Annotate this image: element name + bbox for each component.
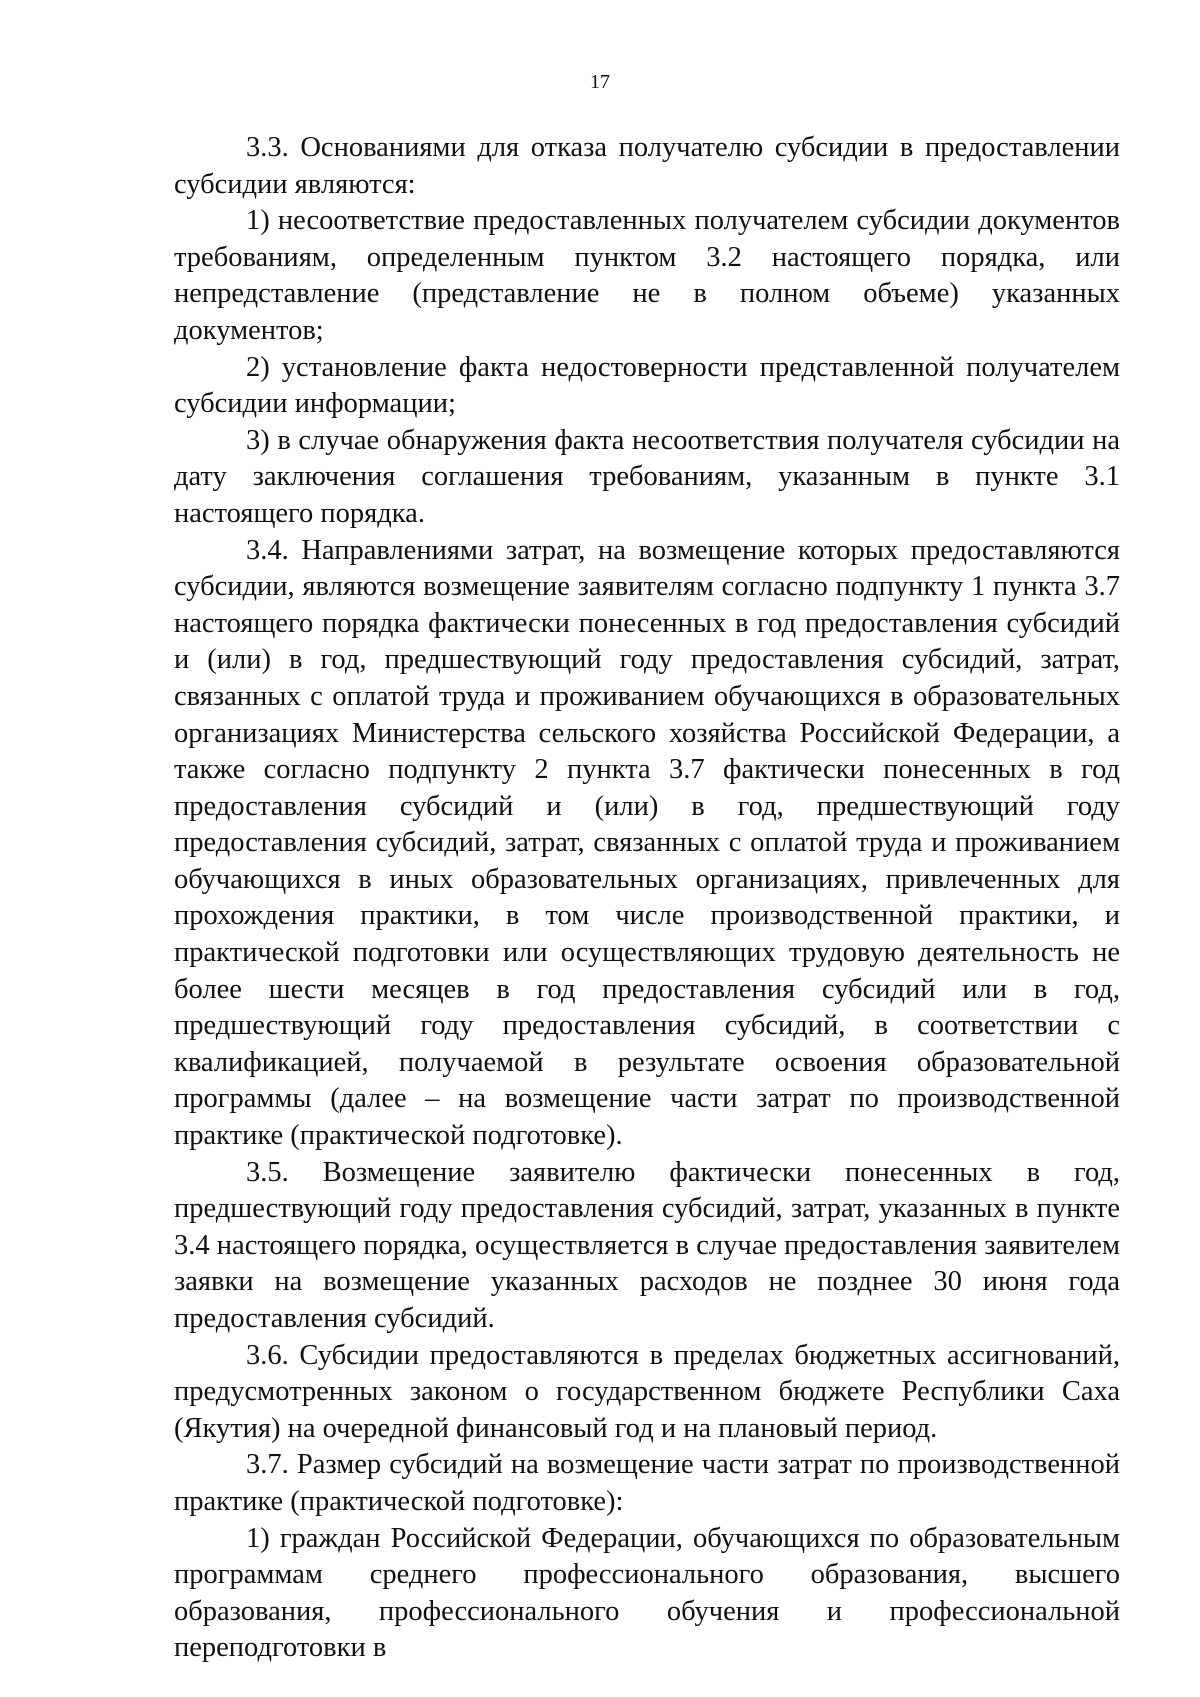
paragraph-3-5: 3.5. Возмещение заявителю фактически понесенных в год, предшествующий году предоставления субсидий, затрат, указанных в пункте 3.4 настоящего порядка, осуществляется в случае предоставления заявителем заявки на возмещение указанных расходов не позднее 30 июня года предоставления субсидий. bbox=[174, 1156, 1120, 1334]
document-body bbox=[174, 130, 1120, 1667]
paragraph-3-3-item-3: 3) в случае обнаружения факта несоответствия получателя субсидии на дату заключения соглашения требованиям, указанным в пункте 3.1 настоящего порядка. bbox=[174, 424, 1120, 529]
paragraph-3-7: 3.7. Размер субсидий на возмещение части затрат по производственной практике (практической подготовке): bbox=[174, 1449, 1120, 1517]
paragraph-3-4: 3.4. Направлениями затрат, на возмещение которых предоставляются субсидии, являются возмещение заявителям согласно подпункту 1 пункта 3.7 настоящего порядка фактически понесенных в год предоставления субсидий и (или) в год, предшествующий году предоставления субсидий, затрат, связанных с оплатой труда и проживанием обучающихся в образовательных организациях Министерства сельского хозяйства Российской Федерации, а также согласно подпункту 2 пункта 3.7 фактически понесенных в год предоставления субсидий и (или) в год, предшествующий году предоставления субсидий, затрат, связанных с оплатой труда и проживанием обучающихся в иных образовательных организациях, привлеченных для прохождения практики, в том числе производственной практики, и практической подготовки или осуществляющих трудовую деятельность не более шести месяцев в год предоставления субсидий или в год, предшествующий году предоставления субсидий, в соответствии с квалификацией, получаемой в результате освоения образовательной программы (далее – на возмещение части затрат по производственной практике (практической подготовке). bbox=[174, 534, 1120, 1152]
paragraph-3-3-item-1: 1) несоответствие предоставленных получателем субсидии документов требованиям, определенным пунктом 3.2 настоящего порядка, или непредставление (представление не в полном объеме) указанных документов; bbox=[174, 205, 1120, 346]
paragraph-3-7-item-1: 1) граждан Российской Федерации, обучающихся по образовательным программам среднего профессионального образования, высшего образования, профессионального обучения и профессиональной переподготовки в bbox=[174, 1522, 1120, 1664]
page-number: 17 bbox=[590, 71, 610, 93]
paragraph-3-6: 3.6. Субсидии предоставляются в пределах бюджетных ассигнований, предусмотренных законом о государственном бюджете Республики Саха (Якутия) на очередной финансовый год и на плановый период. bbox=[174, 1339, 1120, 1444]
paragraph-3-3-item-2: 2) установление факта недостоверности представленной получателем субсидии информации; bbox=[174, 351, 1120, 420]
paragraph-3-3: 3.3. Основаниями для отказа получателю субсидии в предоставлении субсидии являются: bbox=[174, 132, 1120, 200]
